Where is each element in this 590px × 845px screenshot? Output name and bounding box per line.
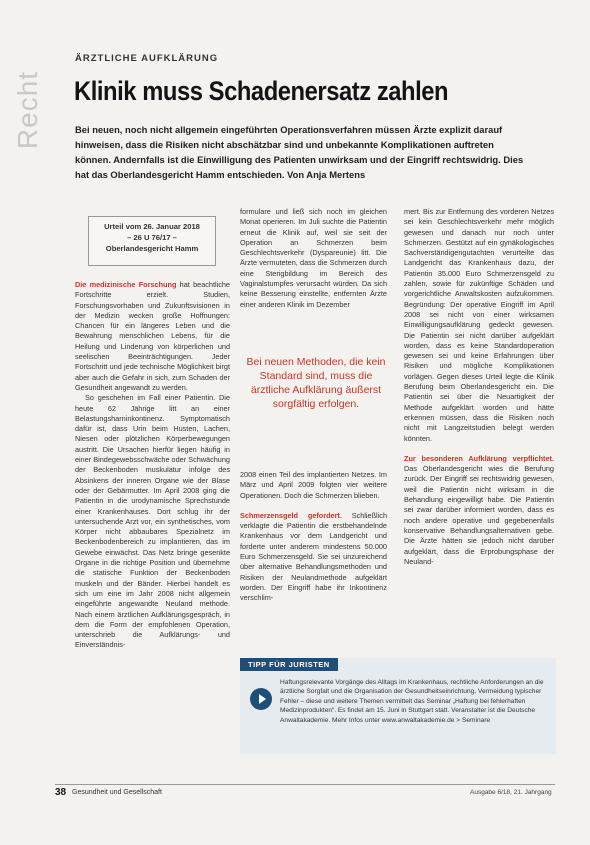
tip-label: TIPP FÜR JURISTEN [240,658,338,671]
footer-divider [55,784,555,785]
paragraph: So geschehen im Fall einer Patientin. Die heute 62 Jährige litt an einer Belastungsharninkontinenz. Symptomatisch dafür ist, dass Urin beim Husten, Lachen, Niesen oder plötzlichen Körperbewegungen austritt. Die Ursachen hierfür liegen häufig in einer Bindegewebsschwäche oder Schwächung der Beckenboden muskulatur infolge des Absinkens der inneren Organe wie der Blase oder der Gebärmutter. Im April 2008 ging die Patientin in die urodynamische Sprechstunde einer Krankenhauses. Dort schlug ihr der untersuchende Arzt vor, ein synthetisches, vom Körper nicht abbaubares Spezialnetz im Beckenbodenbereich zu implantieren, das im Gewebe einwächst. Das Netz bringe gesenkte Organe in die richtige Position und übernehme die statische Funktion der Beckenboden muskeln und der Bänder. Hierbei handelt es sich um eine im Jahr 2008 nicht allgemein eingeführte angewandte Neuland methode. Nach einem ärztlichen Aufklärungsgespräch, in dem die Form der empfohlenen Operation, unterschrieb die Aufklärungs- und Einverständnis- [75,393,230,650]
footer-issue: Ausgabe 6/18, 21. Jahrgang [470,789,552,796]
verdict-case-number: – 26 U 76/17 – [127,233,177,242]
paragraph: Schließlich verklagte die Patientin die erstbehandelnde Krankenhaus vor dem Landgericht und forderte unter anderem mindestens 50.000 Euro Schmerzensgeld. Sie sei unzureichend über alternative Behandlungsmethoden und Risiken der Neulandmethode aufgeklärt worden. Der Eingriff habe ihr Inkontinenz verschlim- [240,510,387,603]
paragraph: formulare und ließ sich noch im gleichen Monat operieren. Im Juli suchte die Patientin erneut die Klinik auf, weil sie seit der Operation an Schmerzen beim Geschlechtsverkehr (Dyspareunie) litt. Die Ärzte vermuteten, dass die Schmerzen durch eine Sterigbildung im Bereich des Vaginalstumpfes verursacht würden. Da sich keine Besserung einstellte, entfernten Ärzte einer anderen Klinik im Dezember [240,207,387,309]
subheading-obligation: Zur besonderen Aufklärung verpflichtet. [404,453,554,463]
footer-section: Gesundheit und Gesellschaft [72,789,162,796]
paragraph: Das Oberlandesgericht wies die Berufung zurück. Der Eingriff sei rechtswidrig gewesen, weil die Patientin nicht wirksam in die Behandlung eingewilligt habe. Die Patientin sei zwar darüber informiert worden, dass es noch andere operative und gegebenenfalls konservative Behandlungsalternativen gebe. Die Ärzte hätten sie jedoch nicht darüber aufgeklärt, dass die Erprobungsphase der Neuland- [404,464,554,566]
section-side-label [8,40,48,180]
text-column-2-top [240,207,387,333]
tip-box [240,658,556,754]
pull-quote: Bei neuen Methoden, die kein Standard sind, muss die ärztliche Aufklärung äußerst sorgfältig erfolgen. [246,356,386,410]
verdict-box [88,216,216,266]
page-number: 38 [55,787,67,798]
subheading-compensation: Schmerzensgeld gefordert. [240,510,342,520]
article-title: Klinik muss Schadenersatz zahlen [74,76,449,106]
text-column-2-bottom [240,470,387,647]
arrow-right-icon [250,688,272,710]
paragraph: hat beachtliche Fortschritte erzielt. Studien, Forschungsvorhaben und Zukunftsvisionen in der Medizin wecken große Hoffnungen: Chancen für ein längeres Leben und die Bewahrung menschlichen Lebens, für die Heilung und Linderung von körperlichen und seelischen Beeinträchtigungen. Jeder Fortschritt und jede technische Möglichkeit birgt aber auch die Gefahr in sich, zum Schaden der Gesundheit angewandt zu werden. [75,280,230,392]
subheading-research: Die medizinische Forschung [75,280,177,289]
side-label-text: Recht [12,70,43,150]
paragraph: mert. Bis zur Entfernung des vorderen Netzes sei kein Geschlechtsverkehr mehr möglich gewesen und danach nur noch unter Schmerzen. Gestützt auf ein gynäkologisches Sachverständigengutachten verurteilte das Landgericht das Krankenhaus dazu, der Patientin 35.000 Euro Schmerzensgeld zu zahlen, sowie für zukünftige Schäden und vorgerichtliche Anwaltskosten aufzukommen. Begründung: Der operative Eingriff im April 2008 sei nicht von einer wirksamen Einwilligungsaufklärung gedeckt gewesen. Die Patientin sei nicht darüber aufgeklärt worden, dass es keine Standardoperation gewesen sei und keine Erfahrungen über Risiken und mögliche Komplikationen vorlägen. Gegen dieses Urteil legte die Klinik Berufung beim Oberlandesgericht ein. Die Patientin sei über die Neuartigkeit der Methode aufgeklärt worden und hätte erkennen müssen, dass die Risiken noch nicht mit Langzeitstudien belegt werden könnten. [404,207,554,443]
text-column-1 [75,280,230,758]
verdict-date: Urteil vom 26. Januar 2018 [104,222,200,231]
verdict-court: Oberlandesgericht Hamm [105,244,199,253]
paragraph: 2008 einen Teil des implantierten Netzes. Im März und April 2009 folgten vier weitere Operationen. Doch die Schmerzen blieben. [240,470,387,500]
tip-text: Haftungsrelevante Vorgänge des Alltags im Krankenhaus, rechtliche Anforderungen an die ärztliche Sorgfalt und die Organisation der Gesundheitseinrichtung, Vermeidung typischer Fehler – diese und weitere Themen vermittelt das Seminar „Haftung bei fehlerhaften Medizinprodukten“. Es findet am 15. Juni in Stuttgart statt. Veranstalter ist die Deutsche Anwaltakademie. Mehr Infos unter www.anwaltakademie.de > Seminare [280,679,544,724]
text-column-3 [404,207,554,647]
article-kicker: ÄRZTLICHE AUFKLÄRUNG [75,53,219,64]
article-lead: Bei neuen, noch nicht allgemein eingeführten Operationsverfahren müssen Ärzte explizit darauf hinweisen, dass die Risiken nicht abschätzbar sind und unbekannte Komplikationen auftreten können. Andernfalls ist die Einwilligung des Patienten unwirksam und der Eingriff rechtswidrig. Dies hat das Oberlandesgericht Hamm entschieden. Von Anja Mertens [75,124,524,180]
